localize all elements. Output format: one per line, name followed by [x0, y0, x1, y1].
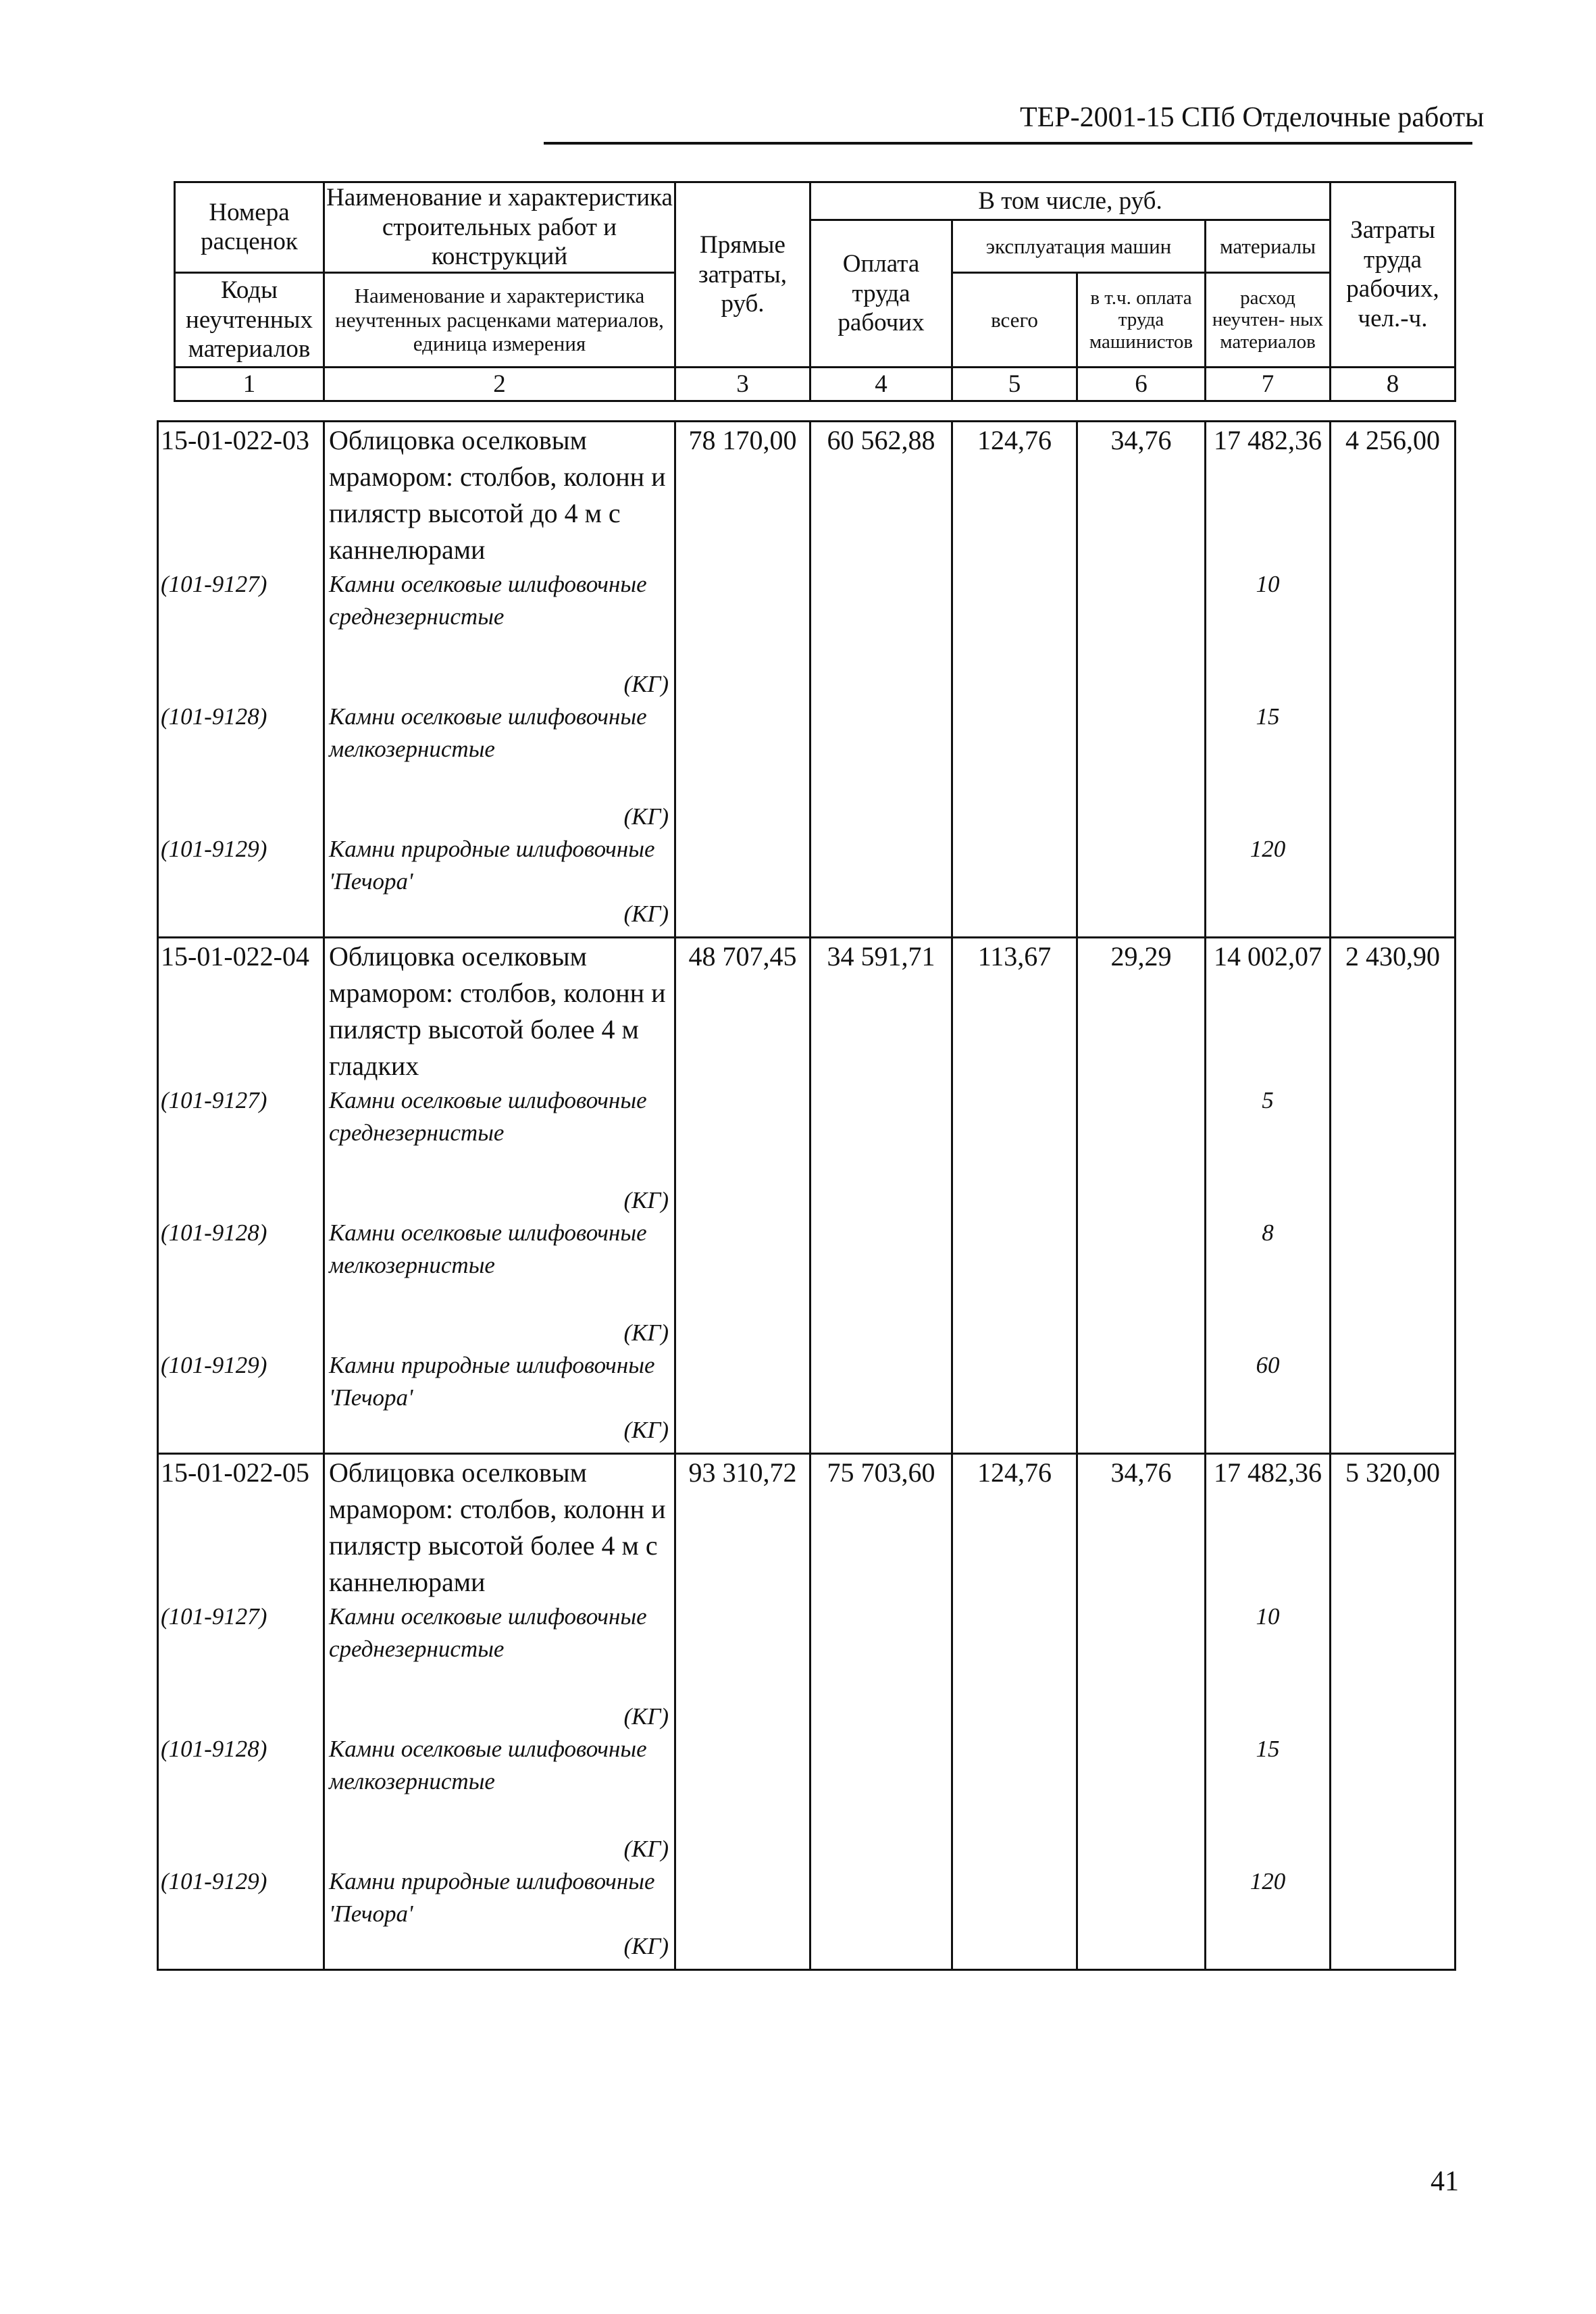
spacer — [161, 495, 323, 532]
spacer — [1206, 633, 1329, 668]
header-rate-numbers: Номера расценок — [175, 182, 324, 273]
machinist-pay-cell: 34,76 — [1077, 1454, 1206, 1970]
material-code: (101-9127) — [161, 571, 267, 597]
header-material-names: Наименование и характеристика неучтенных расценками материалов, единица измерения — [324, 272, 675, 367]
material-qty: 60 — [1256, 1352, 1280, 1378]
spacer — [161, 532, 323, 568]
spacer — [1206, 733, 1329, 765]
direct-cost-cell: 93 310,72 — [675, 1454, 810, 1970]
spacer — [161, 1249, 323, 1282]
material-code: (101-9129) — [161, 1352, 267, 1378]
machinist-pay-cell: 29,29 — [1077, 938, 1206, 1454]
spacer — [1206, 1528, 1329, 1564]
material-name-line: Камни природные шлифовочные — [329, 1868, 655, 1894]
description-cell — [324, 1454, 675, 1970]
spacer — [1206, 495, 1329, 532]
spacer — [161, 1833, 323, 1865]
table-row — [158, 1454, 1456, 1970]
material-code: (101-9129) — [161, 836, 267, 862]
spacer — [1206, 1898, 1329, 1930]
material-unit: (КГ) — [623, 671, 669, 697]
spacer — [329, 633, 669, 668]
header-work-name: Наименование и характеристика строительных работ и конструкций — [324, 182, 675, 273]
spacer — [1206, 1665, 1329, 1701]
column-number: 4 — [810, 367, 952, 401]
material-name-line: Камни оселковые шлифовочные — [329, 1219, 647, 1246]
rate-code: 15-01-022-05 — [161, 1457, 309, 1488]
spacer — [329, 1798, 669, 1833]
spacer — [161, 1564, 323, 1601]
spacer — [329, 1282, 669, 1317]
header-labor-pay: Оплата труда рабочих — [810, 220, 952, 368]
spacer — [1206, 1765, 1329, 1798]
spacer — [1206, 1184, 1329, 1217]
header-materials: материалы — [1206, 220, 1331, 273]
spacer — [161, 975, 323, 1011]
material-unit: (КГ) — [623, 1319, 669, 1346]
spacer — [1206, 668, 1329, 701]
materials-cost: 17 482,36 — [1214, 1457, 1322, 1488]
work-title-line: каннелюрами — [329, 534, 486, 565]
material-qty: 15 — [1256, 703, 1280, 730]
description-cell — [324, 938, 675, 1454]
work-title-line: Облицовка оселковым — [329, 425, 587, 455]
spacer — [161, 1491, 323, 1528]
spacer — [1206, 801, 1329, 833]
material-name-line: среднезернистые — [329, 1120, 505, 1146]
description-cell — [324, 422, 675, 938]
spacer — [329, 765, 669, 801]
material-qty: 10 — [1256, 571, 1280, 597]
spacer — [329, 1665, 669, 1701]
spacer — [1206, 898, 1329, 930]
material-code: (101-9127) — [161, 1603, 267, 1630]
spacer — [1206, 1117, 1329, 1149]
table-header — [174, 181, 1456, 402]
spacer — [161, 1382, 323, 1414]
column-number: 8 — [1331, 367, 1456, 401]
running-title: ТЕР-2001-15 СПб Отделочные работы — [1020, 102, 1485, 133]
material-unit: (КГ) — [623, 1417, 669, 1443]
spacer — [161, 801, 323, 833]
material-qty: 15 — [1256, 1736, 1280, 1762]
material-name-line: Камни оселковые шлифовочные — [329, 571, 647, 597]
spacer — [161, 1665, 323, 1701]
material-name-line: 'Печора' — [329, 1384, 413, 1411]
spacer — [161, 1149, 323, 1184]
spacer — [1206, 1249, 1329, 1282]
spacer — [161, 1528, 323, 1564]
material-code: (101-9128) — [161, 1736, 267, 1762]
rate-code: 15-01-022-03 — [161, 425, 309, 455]
spacer — [1206, 601, 1329, 633]
header-direct-cost: Прямые затраты, руб. — [675, 182, 810, 368]
labor-hours-cell: 5 320,00 — [1331, 1454, 1456, 1970]
spacer — [161, 1317, 323, 1349]
work-title-line: мрамором: столбов, колонн и — [329, 978, 666, 1008]
spacer — [1206, 532, 1329, 568]
table-row — [158, 422, 1456, 938]
labor-hours-cell: 4 256,00 — [1331, 422, 1456, 938]
spacer — [161, 865, 323, 898]
column-number: 3 — [675, 367, 810, 401]
spacer — [1206, 1798, 1329, 1833]
work-title-line: Облицовка оселковым — [329, 941, 587, 972]
material-name-line: Камни природные шлифовочные — [329, 1352, 655, 1378]
header-including-group: В том числе, руб. — [810, 182, 1331, 220]
spacer — [1206, 1633, 1329, 1665]
spacer — [161, 1798, 323, 1833]
material-code: (101-9128) — [161, 1219, 267, 1246]
material-qty: 120 — [1250, 1868, 1286, 1894]
spacer — [161, 459, 323, 495]
material-qty: 8 — [1262, 1219, 1274, 1246]
header-material-codes: Коды неучтенных материалов — [175, 272, 324, 367]
materials-cell — [1206, 422, 1331, 938]
spacer — [161, 1930, 323, 1963]
spacer — [161, 601, 323, 633]
spacer — [1206, 1930, 1329, 1963]
material-qty: 120 — [1250, 836, 1286, 862]
spacer — [161, 733, 323, 765]
labor-hours-cell: 2 430,90 — [1331, 938, 1456, 1454]
materials-cell — [1206, 1454, 1331, 1970]
spacer — [1206, 1564, 1329, 1601]
header-machinist-pay: в т.ч. оплата труда машинистов — [1077, 272, 1206, 367]
rate-cell — [158, 422, 324, 938]
machines-total-cell: 124,76 — [952, 1454, 1077, 1970]
work-title-line: пилястр высотой более 4 м — [329, 1014, 639, 1045]
material-unit: (КГ) — [623, 1933, 669, 1959]
spacer — [161, 1898, 323, 1930]
spacer — [1206, 1048, 1329, 1084]
column-number: 6 — [1077, 367, 1206, 401]
spacer — [1206, 1382, 1329, 1414]
rate-cell — [158, 938, 324, 1454]
material-unit: (КГ) — [623, 1187, 669, 1213]
rates-table — [157, 420, 1456, 1971]
material-name-line: Камни оселковые шлифовочные — [329, 1087, 647, 1113]
spacer — [1206, 1317, 1329, 1349]
material-code: (101-9129) — [161, 1868, 267, 1894]
column-number: 7 — [1206, 367, 1331, 401]
spacer — [1206, 975, 1329, 1011]
material-name-line: мелкозернистые — [329, 1768, 495, 1794]
materials-cost: 17 482,36 — [1214, 425, 1322, 455]
column-number: 1 — [175, 367, 324, 401]
spacer — [1206, 1149, 1329, 1184]
work-title-line: каннелюрами — [329, 1567, 486, 1597]
material-name-line: 'Печора' — [329, 1901, 413, 1927]
material-qty: 10 — [1256, 1603, 1280, 1630]
page-number: 41 — [1431, 2166, 1459, 2197]
material-name-line: Камни оселковые шлифовочные — [329, 703, 647, 730]
spacer — [1206, 1414, 1329, 1447]
labor-pay-cell: 75 703,60 — [810, 1454, 952, 1970]
header-rule — [544, 142, 1472, 145]
spacer — [161, 1414, 323, 1447]
materials-cost: 14 002,07 — [1214, 941, 1322, 972]
spacer — [1206, 1701, 1329, 1733]
material-name-line: 'Печора' — [329, 868, 413, 895]
machinist-pay-cell: 34,76 — [1077, 422, 1206, 938]
material-name-line: мелкозернистые — [329, 736, 495, 762]
spacer — [1206, 865, 1329, 898]
spacer — [161, 898, 323, 930]
spacer — [161, 1011, 323, 1048]
material-name-line: мелкозернистые — [329, 1252, 495, 1278]
work-title-line: Облицовка оселковым — [329, 1457, 587, 1488]
work-title-line: гладких — [329, 1051, 419, 1081]
header-material-consumption: расход неучтен- ных материалов — [1206, 272, 1331, 367]
work-title-line: мрамором: столбов, колонн и — [329, 461, 666, 492]
spacer — [161, 1282, 323, 1317]
material-unit: (КГ) — [623, 1703, 669, 1730]
direct-cost-cell: 78 170,00 — [675, 422, 810, 938]
spacer — [161, 633, 323, 668]
spacer — [161, 668, 323, 701]
header-machines-total: всего — [952, 272, 1077, 367]
spacer — [1206, 765, 1329, 801]
spacer — [161, 1117, 323, 1149]
spacer — [1206, 1833, 1329, 1865]
header-labor-hours: Затраты труда рабочих, чел.-ч. — [1331, 182, 1456, 368]
machines-total-cell: 124,76 — [952, 422, 1077, 938]
work-title-line: мрамором: столбов, колонн и — [329, 1494, 666, 1524]
spacer — [1206, 1282, 1329, 1317]
material-name-line: Камни оселковые шлифовочные — [329, 1736, 647, 1762]
spacer — [161, 1765, 323, 1798]
work-title-line: пилястр высотой до 4 м с — [329, 498, 621, 528]
materials-cell — [1206, 938, 1331, 1454]
machines-total-cell: 113,67 — [952, 938, 1077, 1454]
rate-code: 15-01-022-04 — [161, 941, 309, 972]
material-unit: (КГ) — [623, 1836, 669, 1862]
material-name-line: среднезернистые — [329, 1636, 505, 1662]
labor-pay-cell: 60 562,88 — [810, 422, 952, 938]
material-name-line: среднезернистые — [329, 603, 505, 630]
spacer — [161, 765, 323, 801]
labor-pay-cell: 34 591,71 — [810, 938, 952, 1454]
spacer — [329, 1149, 669, 1184]
column-number: 5 — [952, 367, 1077, 401]
material-code: (101-9127) — [161, 1087, 267, 1113]
spacer — [1206, 1011, 1329, 1048]
table-row — [158, 938, 1456, 1454]
spacer — [161, 1633, 323, 1665]
column-number: 2 — [324, 367, 675, 401]
work-title-line: пилястр высотой более 4 м с — [329, 1530, 658, 1561]
material-unit: (КГ) — [623, 901, 669, 927]
spacer — [161, 1701, 323, 1733]
direct-cost-cell: 48 707,45 — [675, 938, 810, 1454]
spacer — [161, 1048, 323, 1084]
spacer — [1206, 459, 1329, 495]
spacer — [161, 1184, 323, 1217]
rate-cell — [158, 1454, 324, 1970]
material-unit: (КГ) — [623, 803, 669, 830]
header-machines: эксплуатация машин — [952, 220, 1206, 273]
material-name-line: Камни оселковые шлифовочные — [329, 1603, 647, 1630]
material-code: (101-9128) — [161, 703, 267, 730]
spacer — [1206, 1491, 1329, 1528]
material-qty: 5 — [1262, 1087, 1274, 1113]
material-name-line: Камни природные шлифовочные — [329, 836, 655, 862]
